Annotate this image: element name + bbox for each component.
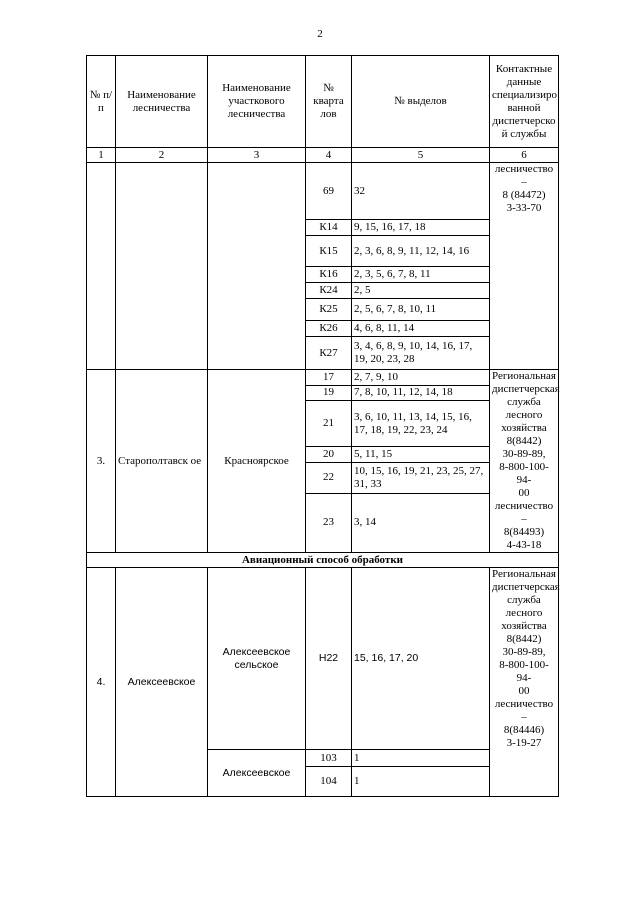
forestry-cell: Алексеевское <box>116 568 208 797</box>
quarter-cell: 21 <box>306 401 352 447</box>
col-number: 2 <box>116 148 208 163</box>
header-row <box>87 56 559 148</box>
quarter-cell: 23 <box>306 493 352 552</box>
num-cell-empty <box>87 163 116 370</box>
district-cell: Алексеевское <box>208 750 306 797</box>
quarter-cell: 69 <box>306 163 352 220</box>
quarter-cell: К14 <box>306 220 352 236</box>
district-cell: Алексеевское сельское <box>208 568 306 750</box>
quarter-cell: К24 <box>306 283 352 299</box>
header-district: Наименование участкового лесничества <box>208 56 306 148</box>
quarter-cell: К25 <box>306 299 352 321</box>
allotments-cell: 9, 15, 16, 17, 18 <box>352 220 490 236</box>
forestry-cell: Старополтавск ое <box>116 370 208 553</box>
allotments-cell: 3, 6, 10, 11, 13, 14, 15, 16, 17, 18, 19, 22, 23, 24 <box>352 401 490 447</box>
quarter-cell: 17 <box>306 370 352 386</box>
quarter-cell: К26 <box>306 321 352 337</box>
allotments-cell: 3, 4, 6, 8, 9, 10, 14, 16, 17, 19, 20, 23, 28 <box>352 337 490 370</box>
num-cell: 3. <box>87 370 116 553</box>
header-num: № п/п <box>87 56 116 148</box>
quarter-cell: К16 <box>306 267 352 283</box>
allotments-cell: 2, 5, 6, 7, 8, 10, 11 <box>352 299 490 321</box>
header-allotments: № выделов <box>352 56 490 148</box>
quarter-cell: 22 <box>306 462 352 493</box>
allotments-cell: 2, 3, 5, 6, 7, 8, 11 <box>352 267 490 283</box>
allotments-cell: 2, 5 <box>352 283 490 299</box>
contact-cell: лесничество – 8 (84472) 3-33-70 <box>490 163 559 370</box>
section-heading-row <box>87 553 559 568</box>
page-number: 2 <box>317 28 323 40</box>
allotments-cell: 1 <box>352 750 490 767</box>
num-cell: 4. <box>87 568 116 797</box>
quarter-cell: 103 <box>306 750 352 767</box>
allotments-cell: 5, 11, 15 <box>352 446 490 462</box>
district-cell-empty <box>208 163 306 370</box>
allotments-cell: 15, 16, 17, 20 <box>352 568 490 750</box>
quarter-cell: 20 <box>306 446 352 462</box>
table-row <box>87 163 559 220</box>
header-contact: Контактные данные специализиро ванной диспетчерско й службы <box>490 56 559 148</box>
allotments-cell: 7, 8, 10, 11, 12, 14, 18 <box>352 385 490 401</box>
col-number: 3 <box>208 148 306 163</box>
allotments-cell: 2, 7, 9, 10 <box>352 370 490 386</box>
table-row <box>87 568 559 750</box>
table-row <box>87 370 559 386</box>
column-numbers-row <box>87 148 559 163</box>
col-number: 6 <box>490 148 559 163</box>
section-heading: Авиационный способ обработки <box>87 553 559 568</box>
allotments-cell: 1 <box>352 767 490 797</box>
quarter-cell: К15 <box>306 236 352 267</box>
col-number: 1 <box>87 148 116 163</box>
quarter-cell: 19 <box>306 385 352 401</box>
header-forestry: Наименование лесничества <box>116 56 208 148</box>
allotments-cell: 4, 6, 8, 11, 14 <box>352 321 490 337</box>
quarter-cell: 104 <box>306 767 352 797</box>
district-cell: Красноярское <box>208 370 306 553</box>
col-number: 5 <box>352 148 490 163</box>
header-quarter: № кварта лов <box>306 56 352 148</box>
allotments-cell: 32 <box>352 163 490 220</box>
contact-cell: Региональная диспетчерская служба лесного хозяйства 8(8442) 30-89-89, 8-800-100-94- 00 лесничество – 8(84446) 3-19-27 <box>490 568 559 797</box>
forestry-cell-empty <box>116 163 208 370</box>
col-number: 4 <box>306 148 352 163</box>
quarter-cell: К27 <box>306 337 352 370</box>
quarter-cell: Н22 <box>306 568 352 750</box>
allotments-cell: 3, 14 <box>352 493 490 552</box>
allotments-cell: 2, 3, 6, 8, 9, 11, 12, 14, 16 <box>352 236 490 267</box>
forestry-table <box>86 55 559 797</box>
contact-cell: Региональная диспетчерская служба лесного хозяйства 8(8442) 30-89-89, 8-800-100-94- 00 лесничество – 8(84493) 4-43-18 <box>490 370 559 553</box>
allotments-cell: 10, 15, 16, 19, 21, 23, 25, 27, 31, 33 <box>352 462 490 493</box>
